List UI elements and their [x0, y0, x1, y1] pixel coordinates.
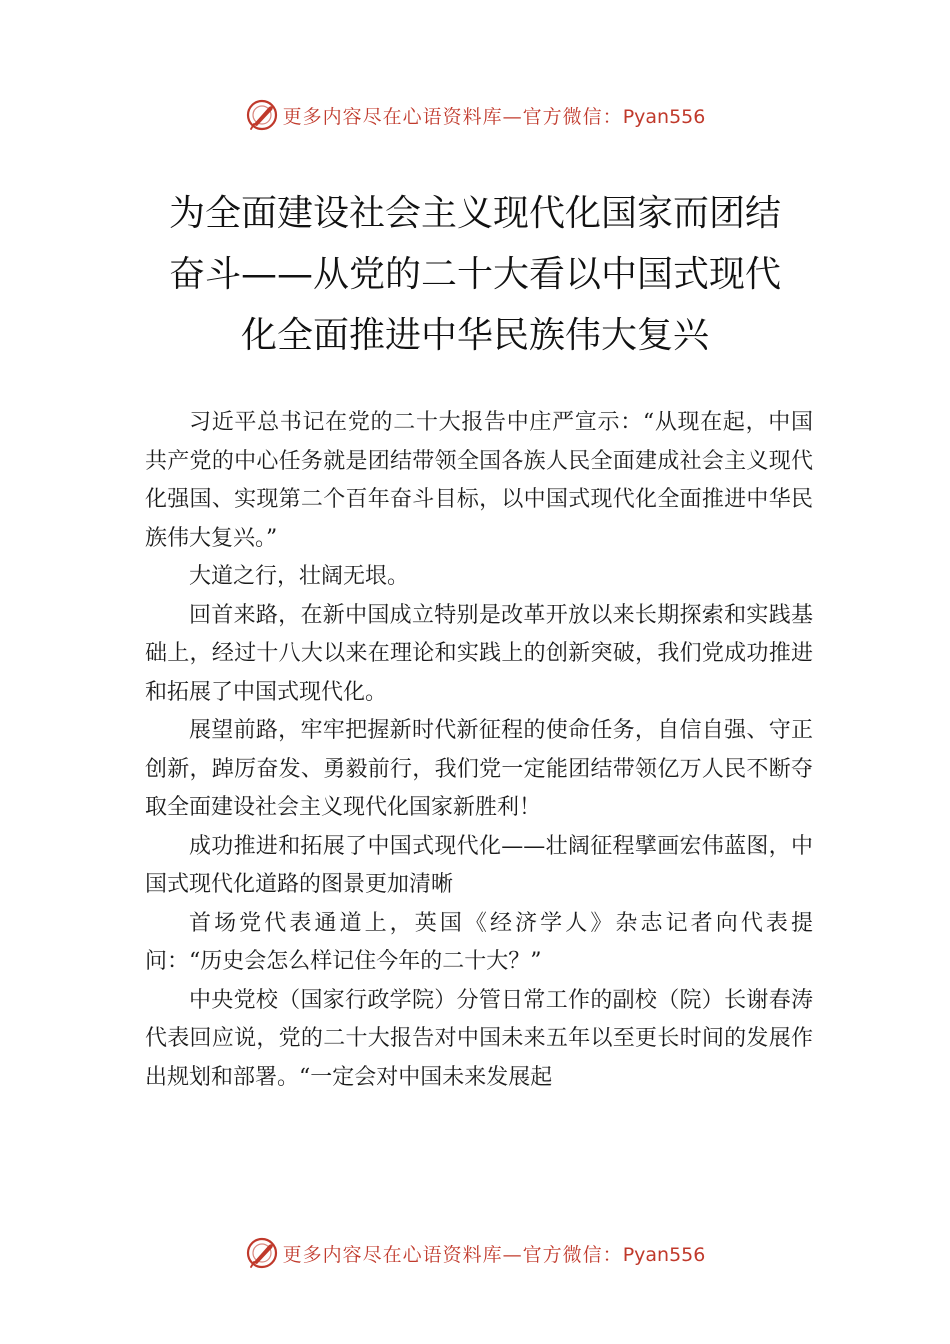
title-line: 为全面建设社会主义现代化国家而团结 [168, 193, 781, 234]
quill-seal-logo-icon [245, 98, 279, 132]
paragraph: 大道之行，壮阔无垠。 [189, 564, 410, 589]
document-title [160, 183, 790, 366]
paragraph: 展望前路，牢牢把握新时代新征程的使命任务，自信自强、守正创新，踔厉奋发、勇毅前行，我们党一定能团结带领亿万人民不断夺取全面建设社会主义现代化国家新胜利！ [145, 718, 813, 820]
wechat-id: Pyan556 [622, 1243, 706, 1266]
footer-banner [0, 1233, 950, 1273]
footer-banner-text: 更多内容尽在心语资料库—官方微信：Pyan556 [282, 1243, 706, 1266]
paragraph: 回首来路，在新中国成立特别是改革开放以来长期探索和实践基础上，经过十八大以来在理论和实践上的创新突破，我们党成功推进和拓展了中国式现代化。 [145, 602, 813, 705]
header-banner-text: 更多内容尽在心语资料库—官方微信：Pyan556 [282, 105, 706, 128]
paragraph: 习近平总书记在党的二十大报告中庄严宣示：“从现在起，中国共产党的中心任务就是团结带领全国各族人民全面建成社会主义现代化强国、实现第二个百年奋斗目标，以中国式现代化全面推进中华民族伟大复兴。” [145, 410, 813, 551]
paragraph: 首场党代表通道上，英国《经济学人》杂志记者向代表提问：“历史会怎么样记住今年的二十大？” [145, 910, 813, 974]
paragraph: 中央党校（国家行政学院）分管日常工作的副校（院）长谢春涛代表回应说，党的二十大报告对中国未来五年以至更长时间的发展作出规划和部署。“一定会对中国未来发展起 [145, 987, 813, 1090]
quill-seal-logo-icon [245, 1236, 279, 1270]
title-line: 化全面推进中华民族伟大复兴 [240, 315, 709, 356]
paragraph: 成功推进和拓展了中国式现代化——壮阔征程擘画宏伟蓝图，中国式现代化道路的图景更加清晰 [145, 833, 813, 897]
header-banner [0, 95, 950, 135]
title-line: 奋斗——从党的二十大看以中国式现代 [168, 254, 781, 295]
document-body [145, 404, 813, 1097]
wechat-id: Pyan556 [622, 105, 706, 128]
